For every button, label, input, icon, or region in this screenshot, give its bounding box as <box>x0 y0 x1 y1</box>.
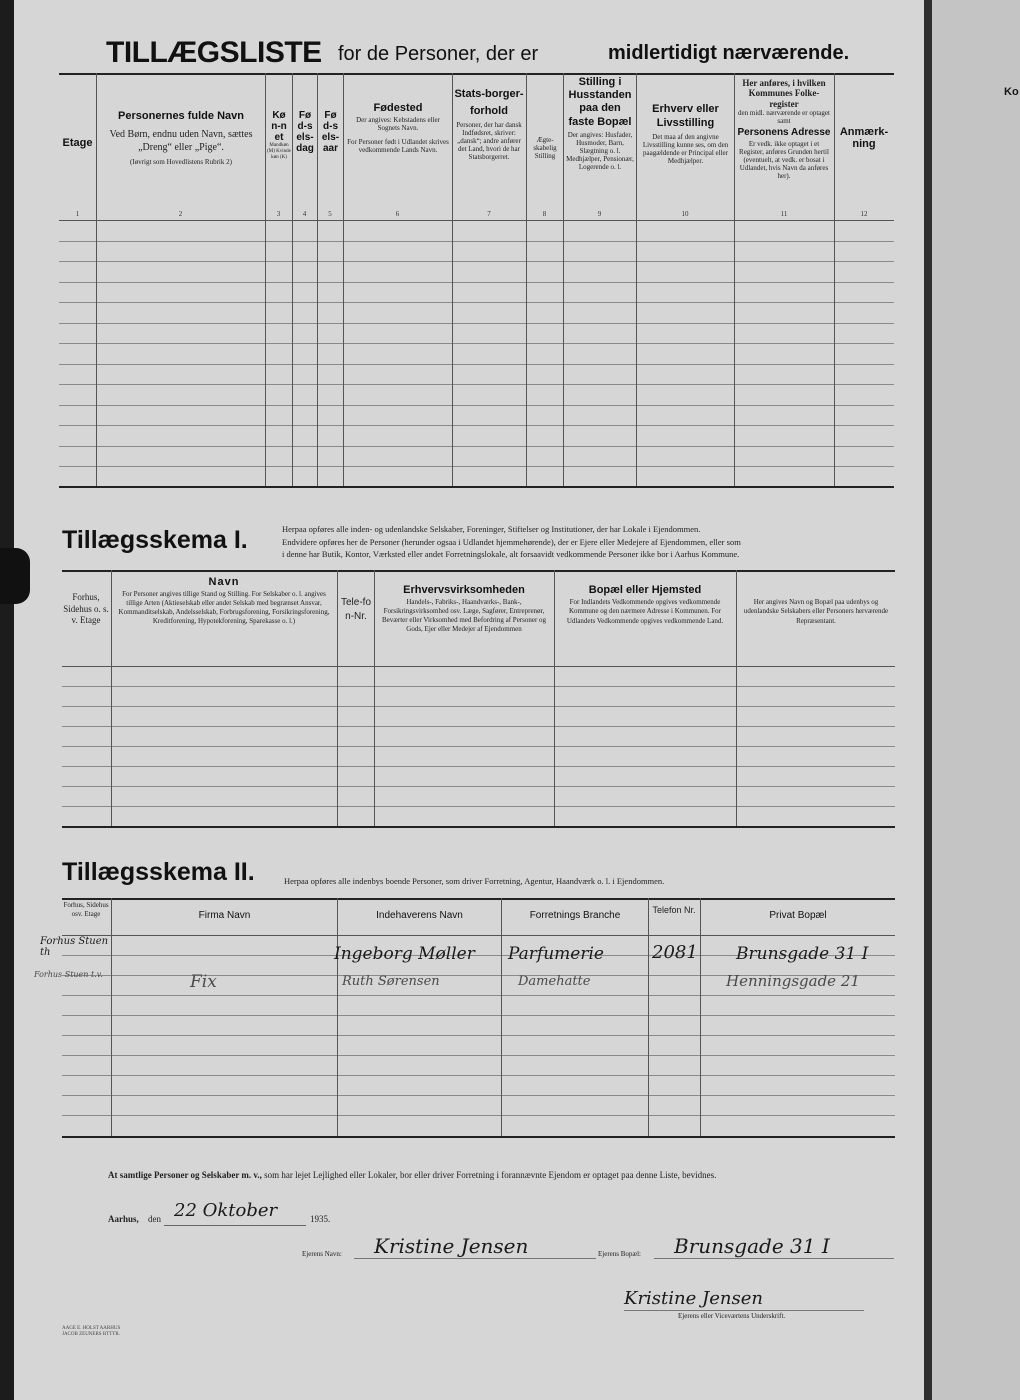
owner-address-label: Ejerens Bopæl: <box>598 1250 641 1258</box>
col-header-anmaerkning <box>836 126 892 152</box>
row1-etage: Forhus Stuen th <box>40 936 109 958</box>
ledger-line <box>62 1035 895 1036</box>
skema1-desc-3: i denne har Butik, Kontor, Værksted eller andet Forretningslokale, alt forsaavidt vedkommende Personer ikke bor i Aarhus Kommune. <box>282 549 740 559</box>
ledger-line <box>62 706 895 707</box>
col-note: Ægte-skabelig Stilling <box>533 136 557 161</box>
ledger-line <box>59 323 894 324</box>
col-divider <box>526 73 527 486</box>
row2-etage: Forhus Stuen t.v. <box>34 970 103 979</box>
col-number: 7 <box>487 210 491 218</box>
col-note: For Personer angives tillige Stand og Stilling. For Selskaber o. l. angives tillige Arten (Aktieselskab eller andet Selskab med begrænset Ansvar, Kommanditselskab, Andelsselskab, Forbrugsforening, Forsikringsforening, Kreditforening, Hypotekforening, Sparekasse o. l.) <box>118 590 330 626</box>
col-divider <box>834 73 835 486</box>
col-header-stilling <box>565 76 635 171</box>
date-handwritten: 22 Oktober <box>174 1200 278 1221</box>
s2-col-firma <box>112 910 337 923</box>
s2-col-branche <box>502 910 648 923</box>
col-divider <box>563 73 564 486</box>
row2-firma: Fix <box>190 972 217 992</box>
main-table-top-rule <box>59 73 894 75</box>
col-header-kon <box>266 110 292 160</box>
main-table-head-rule <box>59 220 894 221</box>
statement <box>108 1170 716 1180</box>
col-note: Handels-, Fabriks-, Haandværks-, Bank-, Forsikringsvirksomhed osv. Læge, Sagfører, Entreprenør, Beværter eller Virksomhed med Befordring af Personer og Gods, Ejer eller Medejer af Ejendommen <box>381 598 547 634</box>
ledger-line <box>59 261 894 262</box>
col-title: Stats-borger-forhold <box>454 88 524 117</box>
row1-indehaver: Ingeborg Møller <box>334 944 475 964</box>
col-divider <box>636 73 637 486</box>
col-note: Telefon Nr. <box>652 905 696 915</box>
col-note: Forhus, Sidehus osv. Etage <box>63 901 109 918</box>
col-title: Indehaverens Navn <box>376 910 463 921</box>
col-note: For Personer født i Udlandet skrives vedkommende Lands Navn. <box>347 138 449 155</box>
col-title: Fød-sels-dag <box>296 110 314 154</box>
col-note: Her angives Navn og Bopæl paa udenbys og udenlandske Selskabers eller Personers herværende Repræsentant. <box>743 598 889 625</box>
col-divider <box>554 570 555 826</box>
ledger-line <box>62 1115 895 1116</box>
skema2-bottom-rule <box>62 1136 895 1138</box>
col-divider <box>337 570 338 826</box>
ledger-line <box>62 686 895 687</box>
ledger-line <box>62 806 895 807</box>
place-label: Aarhus, <box>108 1214 139 1224</box>
col-number: 1 <box>75 210 80 218</box>
den-label: den <box>148 1214 161 1224</box>
form-page <box>14 0 924 1400</box>
owner-address-line <box>654 1258 894 1259</box>
col-divider <box>374 570 375 826</box>
statement-bold: At samtlige Personer og Selskaber m. v., <box>108 1170 262 1180</box>
col-note: Personer, der har dansk Indfødsret, skriver: „dansk“; andre anfører det Land, hvori de har Statsborgerret. <box>456 121 522 162</box>
skema1-title: Tillægsskema I. <box>62 526 248 554</box>
signature-line <box>624 1310 864 1311</box>
col-note: Der angives: Kebstadens eller Sognets Navn. <box>356 116 440 133</box>
adjacent-page <box>932 0 1020 1400</box>
skema2-title: Tillægsskema II. <box>62 858 255 886</box>
col-number: 12 <box>860 210 868 218</box>
col-title: Erhvervsvirksomheden <box>403 584 525 596</box>
ledger-line <box>59 405 894 406</box>
col-pre: Her anføres, i hvilken Kommunes Folke-register <box>742 78 826 109</box>
col-note: Der angives: Husfader, Husmoder, Barn, Slægtning o. l. Medhjælper, Pensionær, Logerende o. l. <box>566 130 634 171</box>
col-divider <box>501 898 502 1136</box>
col-title: Fød-sels-aar <box>321 110 340 154</box>
col-header-statsborger <box>454 86 524 161</box>
skema1-bottom-rule <box>62 826 895 828</box>
col-title: Anmærk-ning <box>839 126 889 150</box>
skema1-desc-2: Endvidere opføres her de Personer (herunder ogsaa i Udlandet hjemmehørende), der er Ejere eller Medejere af Ejendommen, eller som <box>282 537 741 547</box>
col-title: Forretnings Branche <box>529 910 621 921</box>
col-divider <box>111 898 112 1136</box>
col-note: Det maa af den angivne Livsstilling kunne ses, om den paagældende er Principal eller Medhjælper. <box>642 132 729 165</box>
ledger-line <box>62 766 895 767</box>
adjacent-page-text: Ko <box>1004 86 1019 98</box>
col-note: (Iøvrigt som Hovedlistens Rubrik 2) <box>130 158 232 166</box>
col-number: 4 <box>302 210 307 218</box>
ledger-line <box>59 302 894 303</box>
s2-col-bopael <box>702 910 894 923</box>
main-table-bottom-rule <box>59 486 894 488</box>
printer-imprint: AAGE E. HOLST AARHUS JACOB ZEUNERS BTTTR. <box>62 1326 121 1337</box>
s1-col-telefon <box>339 596 373 624</box>
header-title-end: midlertidigt nærværende. <box>608 42 850 64</box>
ledger-line <box>62 1015 895 1016</box>
row1-branche: Parfumerie <box>508 944 604 964</box>
col-divider <box>736 570 737 826</box>
col-divider <box>648 898 649 1136</box>
row1-bopael: Brunsgade 31 I <box>736 944 869 964</box>
ledger-line <box>59 384 894 385</box>
owner-name: Kristine Jensen <box>374 1234 529 1258</box>
ledger-line <box>62 1075 895 1076</box>
col-pre2: den midl. nærværende er optaget samt <box>738 109 830 126</box>
s2-col-indehaver <box>338 910 501 923</box>
col-number: 11 <box>780 210 788 218</box>
col-title: Etage <box>62 137 93 149</box>
skema2-top-rule <box>62 898 895 900</box>
signature: Kristine Jensen <box>624 1288 763 1309</box>
col-number: 3 <box>276 210 281 218</box>
col-title: Personens Adresse <box>737 127 831 139</box>
col-note: Mandkøn (M) Kvindekøn (K) <box>267 143 291 160</box>
signature-label: Ejerens eller Viceværtens Underskrift. <box>678 1312 786 1320</box>
date-line <box>164 1225 306 1226</box>
col-title: Stilling i Husstanden paa den faste Bopæl <box>568 76 632 128</box>
col-number: 5 <box>328 210 332 218</box>
col-number: 8 <box>542 210 547 218</box>
ledger-line <box>62 995 895 996</box>
owner-name-label: Ejerens Navn: <box>302 1250 342 1258</box>
header-title-main: TILLÆGSLISTE <box>106 36 322 69</box>
col-note: Ved Børn, endnu uden Navn, sættes „Dreng“ eller „Pige“. <box>109 129 253 153</box>
col-header-aegteskab <box>527 136 563 160</box>
row2-bopael: Henningsgade 21 <box>726 972 860 990</box>
ledger-line <box>59 446 894 447</box>
s2-col-telefon <box>652 904 696 916</box>
ledger-line <box>62 1055 895 1056</box>
year-label: 1935. <box>310 1214 331 1224</box>
s1-col-repraesentant <box>742 598 890 626</box>
ledger-line <box>59 425 894 426</box>
col-note: Tele-fon-Nr. <box>340 597 371 622</box>
col-divider <box>734 73 735 486</box>
ledger-line <box>62 786 895 787</box>
col-header-navn <box>100 110 262 166</box>
skema1-desc-1: Herpaa opføres alle inden- og udenlandske Selskaber, Foreninger, Stiftelser og Institutioner, der har Lokale i Ejendommen. <box>282 524 701 534</box>
col-note: Er vedk. ikke optaget i et Register, anføres Grunden hertil (eventuelt, at vedk. er bosat i Udlandet, hvis Navn da anføres her). <box>739 140 829 181</box>
col-divider <box>337 898 338 1136</box>
s2-col-etage <box>62 901 110 919</box>
header-title-mid: for de Personer, der er <box>338 43 539 65</box>
owner-name-line <box>354 1258 596 1259</box>
col-number: 2 <box>178 210 183 218</box>
col-header-erhverv <box>639 102 732 165</box>
row2-indehaver: Ruth Sørensen <box>342 974 440 989</box>
s1-col-bopael <box>558 584 732 626</box>
col-title: Firma Navn <box>198 910 251 921</box>
row2-branche: Damehatte <box>518 974 591 989</box>
col-divider <box>343 73 344 486</box>
col-divider <box>700 898 701 1136</box>
col-divider <box>96 73 97 486</box>
col-title: Fødested <box>373 102 423 114</box>
col-title: Erhverv eller Livsstilling <box>652 103 719 130</box>
s1-col-erhverv <box>378 584 550 634</box>
ledger-line <box>62 746 895 747</box>
col-divider <box>452 73 453 486</box>
col-header-fodested <box>347 102 449 154</box>
statement-rest: som har lejet Lejlighed eller Lokaler, bor eller driver Forretning i forannævnte Ejendom er optaget paa denne Liste, bevidnes. <box>264 1170 717 1180</box>
owner-address: Brunsgade 31 I <box>674 1234 830 1258</box>
row1-telefon: 2081 <box>652 942 698 963</box>
col-header-fodselsdag <box>293 110 317 154</box>
col-header-fodselsaar <box>318 110 343 154</box>
col-number: 10 <box>681 210 689 218</box>
ledger-line <box>59 343 894 344</box>
col-title: Bopæl eller Hjemsted <box>588 584 702 596</box>
ledger-line <box>62 726 895 727</box>
ledger-line <box>59 241 894 242</box>
col-title: Privat Bopæl <box>769 910 827 921</box>
ledger-line <box>62 1095 895 1096</box>
col-title: Personernes fulde Navn <box>118 110 244 122</box>
skema1-head-rule <box>62 666 895 667</box>
skema1-top-rule <box>62 570 895 572</box>
col-note: For Indlandets Vedkommende opgives vedkommende Kommune og den nærmere Adresse i Kommunen. For Udlandets Vedkommende opgives vedkommende Land. <box>566 598 724 625</box>
skema2-head-rule <box>62 935 895 936</box>
binding-tab <box>0 548 30 604</box>
col-number: 6 <box>395 210 400 218</box>
col-number: 9 <box>597 210 602 218</box>
skema2-desc: Herpaa opføres alle indenbys boende Personer, som driver Forretning, Agentur, Haandværk o. l. i Ejendommen. <box>284 876 665 886</box>
ledger-line <box>59 466 894 467</box>
col-note: Forhus, Sidehus o. s. v. Etage <box>63 592 109 626</box>
s1-col-etage <box>62 592 110 627</box>
ledger-line <box>59 282 894 283</box>
col-divider <box>111 570 112 826</box>
col-title: Navn <box>208 576 240 588</box>
col-header-adresse <box>736 78 832 180</box>
col-header-etage <box>59 137 96 151</box>
col-title: Køn-net <box>271 110 287 143</box>
s1-col-navn <box>118 576 330 626</box>
binding-gutter <box>924 0 932 1400</box>
ledger-line <box>59 364 894 365</box>
